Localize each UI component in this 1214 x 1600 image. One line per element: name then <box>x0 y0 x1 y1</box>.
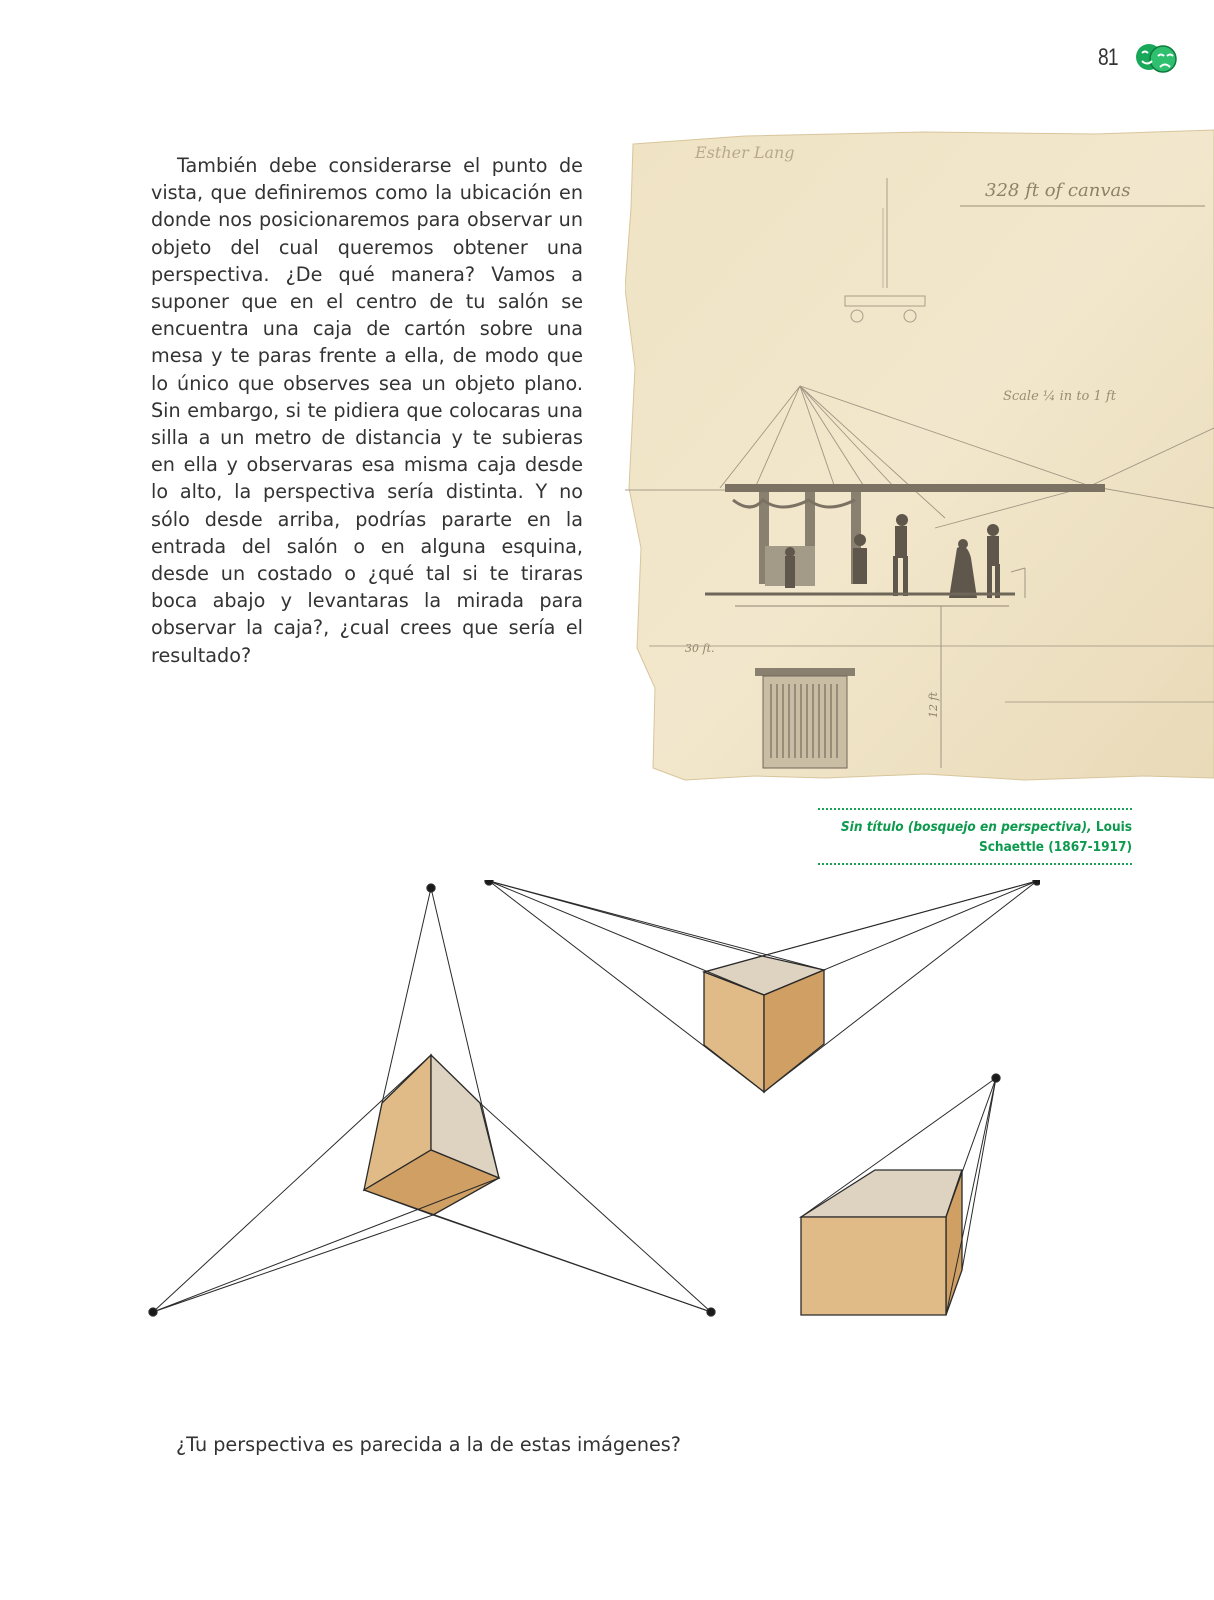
vanishing-point <box>1033 880 1040 885</box>
paper-sheet <box>625 130 1214 780</box>
caption-title: Sin título (bosquejo en perspectiva), <box>840 819 1092 835</box>
handwriting-name: Esther Lang <box>695 143 795 162</box>
closing-question: ¿Tu perspectiva es parecida a la de estas imágenes? <box>176 1433 681 1456</box>
vanishing-point <box>707 1308 715 1316</box>
vanishing-point <box>149 1308 157 1316</box>
handwriting-canvas: 328 ft of canvas <box>985 180 1131 201</box>
vanishing-point <box>427 884 435 892</box>
two-point-perspective-cube <box>485 880 1040 1092</box>
comedy-tragedy-masks-icon <box>1134 40 1178 76</box>
caption-author: Louis Schaettle (1867-1917) <box>978 819 1132 855</box>
body-paragraph: También debe considerarse el punto de vista, que definiremos como la ubicación en donde nos posicionaremos para observar un objeto del cual queremos obtener una perspectiva. ¿De qué manera? Vamos a suponer que en el centro de tu salón se encuentra una caja de cartón sobre una mesa y te paras frente a ella, de modo que lo único que observes sea un objeto plano. Sin embargo, si te pidiera que colocaras una silla a un metro de distancia y te subieras en ella y observaras esa misma caja desde lo alto, la perspectiva sería distinta. Y no sólo desde arriba, podrías pararte en la entrada del salón o en alguna esquina, desde un costado o ¿qué tal si te tiraras boca abajo y levantaras la mirada para observar la caja?, ¿cual crees que sería el resultado? <box>151 154 583 667</box>
three-point-perspective-cube <box>149 884 715 1316</box>
page-number: 81 <box>1098 44 1118 71</box>
perspective-cubes-diagram <box>140 880 1040 1350</box>
vanishing-point <box>992 1074 1000 1082</box>
cube-top-face <box>801 1170 962 1217</box>
perspective-sketch-artwork <box>625 128 1214 788</box>
artwork-caption <box>818 808 1132 865</box>
one-point-perspective-cube <box>801 1074 1000 1315</box>
body-paragraph-block <box>151 152 583 669</box>
handwriting-vertical: 12 ft <box>927 692 940 718</box>
handwriting-scale: Scale ¼ in to 1 ft <box>1003 389 1116 404</box>
handwriting-dimension: 30 ft. <box>685 642 715 655</box>
vanishing-point <box>485 880 493 885</box>
cube-front-face <box>801 1217 946 1315</box>
